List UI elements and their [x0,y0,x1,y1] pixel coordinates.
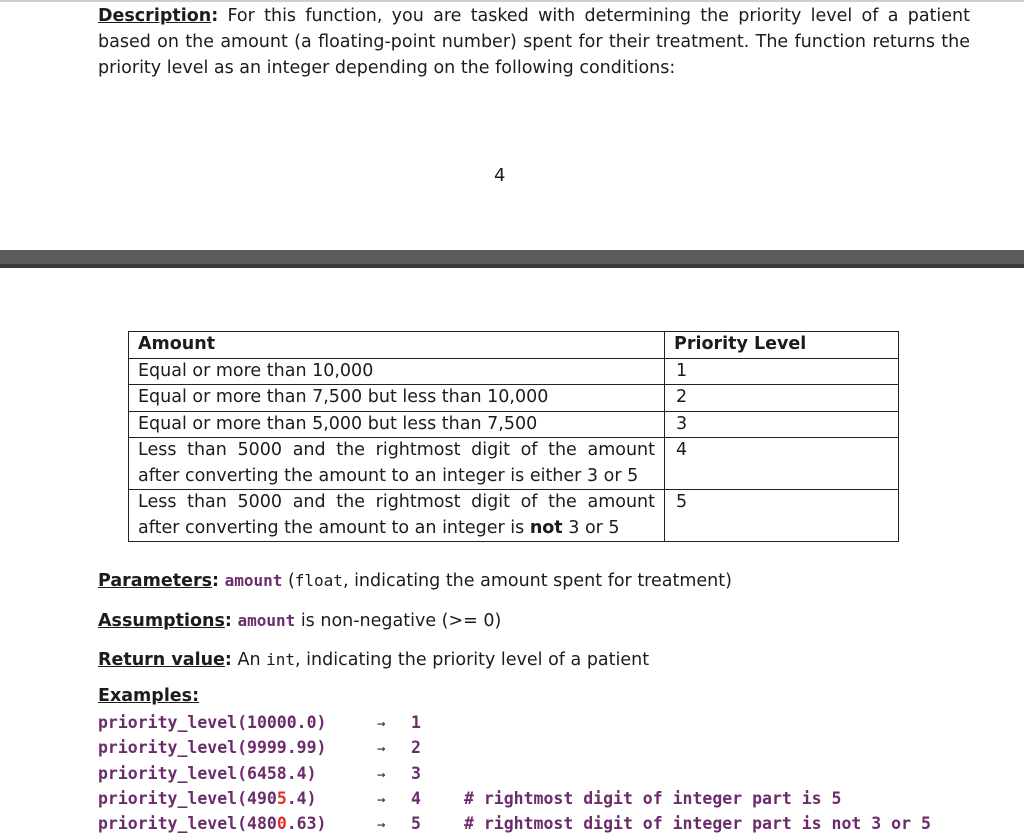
level-cell: 4 [665,438,899,490]
highlight-digit: 5 [276,789,287,808]
table-row [129,438,899,490]
example-result: 4 [411,789,421,808]
example-row [98,764,998,789]
description-text: For this function, you are tasked with determining the priority level of a patient based on the amount (a floating-point number) spent for their treatment. The function returns the priority level as an integer depending on the following conditions: [98,6,970,78]
header-priority-level: Priority Level [665,332,899,359]
right-arrow-icon: → [377,741,386,757]
header-amount: Amount [129,332,665,359]
return-text: , indicating the priority level of a patient [295,650,650,670]
table-header-row [129,332,899,359]
example-result: 1 [411,713,421,732]
assumptions-line: Assumptions: amount is non-negative (>= 0) [98,611,502,631]
return-type: int [266,650,296,669]
example-call: priority_level(10000.0) [98,713,327,732]
right-arrow-icon: → [377,792,386,808]
assumptions-label: Assumptions [98,611,225,631]
top-rule [0,0,1024,2]
examples-heading: Examples: [98,686,200,706]
level-cell: 1 [665,358,899,385]
table-row [129,490,899,542]
param-name: amount [224,571,283,590]
table-row [129,385,899,412]
table-row [129,358,899,385]
parameters-line: Parameters: amount (float, indicating the amount spent for treatment) [98,571,732,591]
parameters-label: Parameters [98,571,212,591]
example-call: priority_level(6458.4) [98,764,317,783]
description-label: Description [98,6,212,26]
highlight-digit: 0 [276,814,287,833]
example-call: priority_level(9999.99) [98,738,327,757]
priority-table [128,331,899,542]
example-row [98,713,998,738]
page-number: 4 [494,165,506,186]
return-value-label: Return value [98,650,225,670]
assumption-name: amount [237,611,296,630]
right-arrow-icon: → [377,716,386,732]
amount-cell: Less than 5000 and the rightmost digit of the amount after converting the amount to an integer is either 3 or 5 [129,438,665,490]
emphasis-not: not [529,517,563,538]
amount-cell: Equal or more than 7,500 but less than 10,000 [129,385,665,412]
assumption-text: is non-negative (>= 0) [300,611,502,631]
description-paragraph: Description: For this function, you are tasked with determining the priority level of a patient based on the amount (a floating-point number) spent for their treatment. The function returns the priority level as an integer depending on the following conditions: [98,6,970,78]
amount-cell: Equal or more than 5,000 but less than 7,500 [129,411,665,438]
page-separator [0,250,1024,268]
example-result: 3 [411,764,421,783]
example-row [98,738,998,763]
return-value-line: Return value: An int, indicating the priority level of a patient [98,650,650,670]
return-pre: An [237,650,261,670]
param-text: , indicating the amount spent for treatment) [342,571,732,591]
level-cell: 5 [665,490,899,542]
example-call: priority_level(4905.4) [98,789,317,808]
right-arrow-icon: → [377,817,386,833]
example-row [98,814,998,839]
amount-cell: Equal or more than 10,000 [129,358,665,385]
table-row [129,411,899,438]
example-comment: # rightmost digit of integer part is not 3 or 5 [464,814,931,833]
example-result: 5 [411,814,421,833]
param-type: float [294,571,343,590]
example-comment: # rightmost digit of integer part is 5 [464,789,842,808]
right-arrow-icon: → [377,767,386,783]
example-call: priority_level(4800.63) [98,814,327,833]
level-cell: 3 [665,411,899,438]
example-result: 2 [411,738,421,757]
amount-cell: Less than 5000 and the rightmost digit of the amount after converting the amount to an integer is not 3 or 5 [129,490,665,542]
example-row [98,789,998,814]
level-cell: 2 [665,385,899,412]
